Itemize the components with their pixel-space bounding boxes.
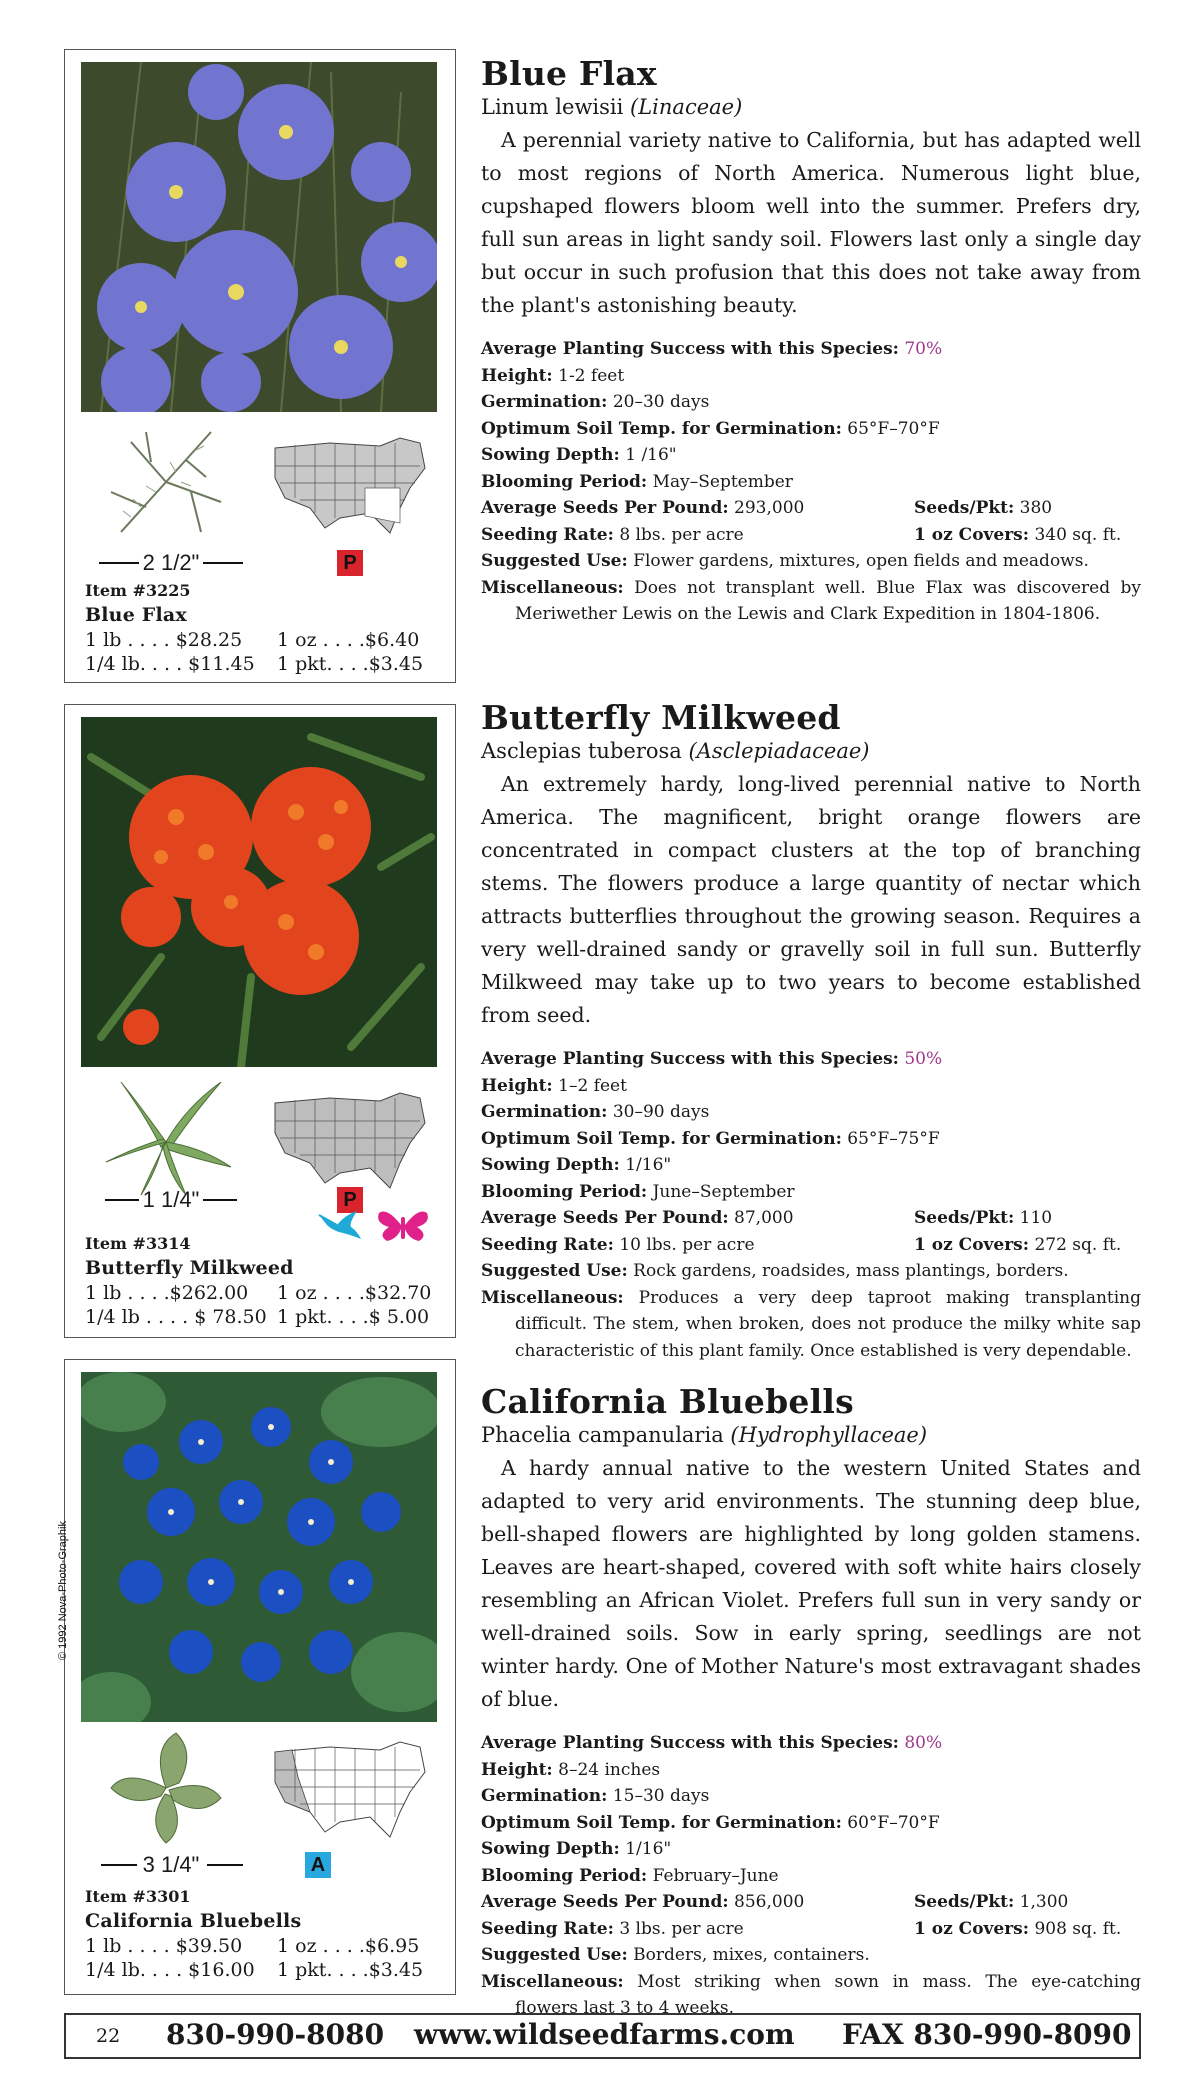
height-value: 1-2 feet (558, 365, 625, 386)
price-quarter-lb: 1/4 lb. . . . $11.45 (85, 653, 255, 675)
blooming-value: February–June (652, 1865, 779, 1886)
seeds-pkt-value: 110 (1019, 1208, 1053, 1228)
oz-covers-value: 272 sq. ft. (1034, 1234, 1122, 1255)
butterfly-milkweed-price-block (85, 1233, 445, 1329)
species-description: A hardy annual native to the western United States and adapted to very arid environments. The stunning deep blue, bell-shaped flowers are highlighted by long golden stamens. Leaves are heart-shaped, covered with soft white hairs closely resembling an African Violet. Prefers full sun in very sandy or well-drained soils. Sow in early spring, seedlings are not winter hardy. One of Mother Nature's most extravagant shades of blue. (481, 1456, 1141, 1711)
price-row (85, 1305, 445, 1329)
spec-label: Blooming Period: (481, 1181, 648, 1202)
height-value: 1–2 feet (558, 1075, 627, 1096)
contact-footer (64, 2013, 1141, 2059)
family-name: (Asclepiadaceae) (688, 739, 870, 763)
leaf-size-label: 2 1/2" (142, 550, 200, 575)
seeding-rate-value: 10 lbs. per acre (619, 1234, 755, 1255)
leaf-size-label: 3 1/4" (142, 1852, 200, 1877)
perennial-badge: P (337, 1187, 363, 1213)
success-value: 70% (904, 339, 943, 359)
spec-label: Germination: (481, 1102, 608, 1122)
spec-label: 1 oz Covers: (914, 1234, 1030, 1255)
spec-label: Height: (481, 1075, 553, 1096)
germination-value: 15–30 days (612, 1786, 710, 1806)
misc-value: Most striking when sown in mass. The eye-catching flowers last 3 to 4 weeks. (515, 1971, 1142, 2018)
height-value: 8–24 inches (558, 1759, 661, 1780)
seeding-rate-value: 8 lbs. per acre (619, 524, 744, 545)
success-label: Average Planting Success with this Species: (481, 339, 899, 359)
family-name: (Linaceae) (630, 95, 743, 119)
item-name: Blue Flax (85, 604, 187, 626)
spec-label: Average Seeds Per Pound: (481, 498, 729, 518)
sowing-depth-value: 1/16" (625, 1839, 672, 1859)
perennial-badge: P (337, 550, 363, 576)
blooming-value: June–September (652, 1181, 795, 1202)
price-row (85, 652, 445, 676)
oz-covers-value: 340 sq. ft. (1034, 524, 1122, 545)
price-quarter-lb: 1/4 lb. . . . $16.00 (85, 1959, 255, 1981)
price-oz: 1 oz . . . .$32.70 (277, 1282, 432, 1304)
spec-label: Suggested Use: (481, 1945, 628, 1965)
item-number: Item #3301 (85, 1887, 191, 1906)
spec-label: Miscellaneous: (481, 1287, 624, 1308)
annual-badge: A (305, 1852, 331, 1878)
product-card-blue-flax (64, 49, 456, 683)
scientific-name (481, 1422, 1141, 1448)
scientific-name (481, 738, 1141, 764)
phone-number[interactable]: 830-990-8080 (166, 2018, 385, 2051)
price-pkt: 1 pkt. . . .$3.45 (277, 653, 424, 675)
blue-flax-leaf-illustration (91, 422, 241, 542)
success-value: 50% (904, 1049, 943, 1069)
price-row (85, 1934, 445, 1958)
item-number: Item #3314 (85, 1234, 191, 1253)
spec-label: Seeding Rate: (481, 1918, 614, 1939)
spec-label: Sowing Depth: (481, 1839, 620, 1859)
spec-label: Height: (481, 365, 553, 386)
spec-label: Average Seeds Per Pound: (481, 1208, 729, 1228)
spec-label: Average Seeds Per Pound: (481, 1892, 729, 1912)
butterfly-milkweed-leaf-illustration (91, 1077, 241, 1197)
species-description: A perennial variety native to California, but has adapted well to most regions of North America. Numerous light blue, cupshaped flowers bloom well into the summer. Prefers dry, full sun areas in light sandy soil. Flowers last only a single day but occur in such profusion that this does not take away from the plant's astonishing beauty. (481, 128, 1141, 317)
success-label: Average Planting Success with this Species: (481, 1049, 899, 1069)
species-title: Blue Flax (481, 54, 657, 93)
species-title: California Bluebells (481, 1382, 854, 1421)
price-row (85, 1958, 445, 1982)
seeds-per-pound-value: 87,000 (734, 1208, 794, 1228)
seeds-pkt-value: 1,300 (1019, 1892, 1069, 1912)
suggested-use-value: Borders, mixes, containers. (633, 1945, 870, 1965)
item-name: California Bluebells (85, 1910, 302, 1932)
page-number: 22 (96, 2025, 121, 2047)
sowing-depth-value: 1 /16" (625, 445, 677, 465)
price-pkt: 1 pkt. . . .$ 5.00 (277, 1306, 430, 1328)
species-specs (481, 1730, 1141, 2022)
price-oz: 1 oz . . . .$6.95 (277, 1935, 420, 1957)
spec-label: Seeding Rate: (481, 524, 614, 545)
spec-label: Height: (481, 1759, 553, 1780)
success-label: Average Planting Success with this Species: (481, 1733, 899, 1753)
germination-value: 20–30 days (612, 392, 710, 412)
website-link[interactable]: www.wildseedfarms.com (414, 2018, 795, 2051)
spec-label: Germination: (481, 1786, 608, 1806)
blue-flax-price-block (85, 580, 445, 676)
family-name: (Hydrophyllaceae) (730, 1423, 928, 1447)
butterfly-milkweed-range-map (270, 1083, 430, 1193)
photo-copyright: © 1992 Nova-Photo-Graphik (57, 1521, 69, 1660)
california-bluebells-leaf-size (91, 1850, 431, 1880)
spec-label: Germination: (481, 392, 608, 412)
soil-temp-value: 60°F–70°F (847, 1812, 940, 1833)
blue-flax-leaf-size (91, 548, 431, 578)
spec-label: Blooming Period: (481, 1865, 648, 1886)
price-row (85, 628, 445, 652)
california-bluebells-leaf-illustration (91, 1728, 241, 1848)
species-specs (481, 336, 1141, 628)
soil-temp-value: 65°F–75°F (847, 1128, 940, 1149)
spec-label: Seeds/Pkt: (914, 1892, 1015, 1912)
price-lb: 1 lb . . . .$262.00 (85, 1282, 249, 1304)
soil-temp-value: 65°F–70°F (847, 418, 940, 439)
spec-label: 1 oz Covers: (914, 1918, 1030, 1939)
price-quarter-lb: 1/4 lb . . . . $ 78.50 (85, 1306, 267, 1328)
spec-label: Optimum Soil Temp. for Germination: (481, 418, 842, 439)
price-lb: 1 lb . . . . $39.50 (85, 1935, 243, 1957)
seeding-rate-value: 3 lbs. per acre (619, 1918, 744, 1939)
entry-blue-flax (481, 54, 1141, 628)
spec-label: Optimum Soil Temp. for Germination: (481, 1812, 842, 1833)
california-bluebells-price-block (85, 1886, 445, 1982)
entry-california-bluebells (481, 1382, 1141, 2022)
blooming-value: May–September (652, 471, 793, 492)
latin-name: Asclepias tuberosa (481, 739, 682, 763)
success-value: 80% (904, 1733, 943, 1753)
seeds-per-pound-value: 293,000 (734, 498, 805, 518)
seeds-per-pound-value: 856,000 (734, 1892, 805, 1912)
species-specs (481, 1046, 1141, 1364)
california-bluebells-photo (81, 1372, 437, 1722)
suggested-use-value: Rock gardens, roadsides, mass plantings, borders. (633, 1261, 1069, 1281)
latin-name: Linum lewisii (481, 95, 624, 119)
spec-label: 1 oz Covers: (914, 524, 1030, 545)
scientific-name (481, 94, 1141, 120)
price-oz: 1 oz . . . .$6.40 (277, 629, 420, 651)
spec-label: Seeds/Pkt: (914, 498, 1015, 518)
spec-label: Seeding Rate: (481, 1234, 614, 1255)
blue-flax-photo (81, 62, 437, 412)
spec-label: Sowing Depth: (481, 1155, 620, 1175)
germination-value: 30–90 days (612, 1102, 710, 1122)
oz-covers-value: 908 sq. ft. (1034, 1918, 1122, 1939)
spec-label: Miscellaneous: (481, 577, 624, 598)
misc-value: Does not transplant well. Blue Flax was discovered by Meriwether Lewis on the Lewis and Clark Expedition in 1804-1806. (515, 577, 1141, 624)
sowing-depth-value: 1/16" (625, 1155, 672, 1175)
spec-label: Blooming Period: (481, 471, 648, 492)
spec-label: Suggested Use: (481, 1261, 628, 1281)
item-number: Item #3225 (85, 581, 191, 600)
price-pkt: 1 pkt. . . .$3.45 (277, 1959, 424, 1981)
species-description: An extremely hardy, long-lived perennial native to North America. The magnificent, bright orange flowers are concentrated in compact clusters at the top of branching stems. The flowers produce a large quantity of nectar which attracts butterflies throughout the growing season. Requires a very well-drained sandy or gravelly soil in full sun. Butterfly Milkweed may take up to two years to become established from seed. (481, 772, 1141, 1027)
species-title: Butterfly Milkweed (481, 698, 841, 737)
butterfly-milkweed-photo (81, 717, 437, 1067)
product-card-butterfly-milkweed (64, 704, 456, 1338)
entry-butterfly-milkweed (481, 698, 1141, 1364)
seeds-pkt-value: 380 (1019, 498, 1053, 518)
california-bluebells-range-map (270, 1732, 430, 1842)
misc-value: Produces a very deep taproot making transplanting difficult. The stem, when broken, does not produce the milky white sap characteristic of this plant family. Once established is very dependable. (515, 1287, 1141, 1361)
latin-name: Phacelia campanularia (481, 1423, 724, 1447)
spec-label: Seeds/Pkt: (914, 1208, 1015, 1228)
spec-label: Suggested Use: (481, 551, 628, 571)
spec-label: Optimum Soil Temp. for Germination: (481, 1128, 842, 1149)
blue-flax-range-map (270, 428, 430, 538)
leaf-size-label: 1 1/4" (142, 1187, 200, 1212)
item-name: Butterfly Milkweed (85, 1257, 294, 1279)
price-lb: 1 lb . . . . $28.25 (85, 629, 243, 651)
spec-label: Sowing Depth: (481, 445, 620, 465)
product-card-california-bluebells (57, 1359, 456, 1995)
price-row (85, 1281, 445, 1305)
suggested-use-value: Flower gardens, mixtures, open fields and meadows. (633, 551, 1089, 571)
fax-number: FAX 830-990-8090 (842, 2018, 1132, 2051)
spec-label: Miscellaneous: (481, 1971, 624, 1992)
